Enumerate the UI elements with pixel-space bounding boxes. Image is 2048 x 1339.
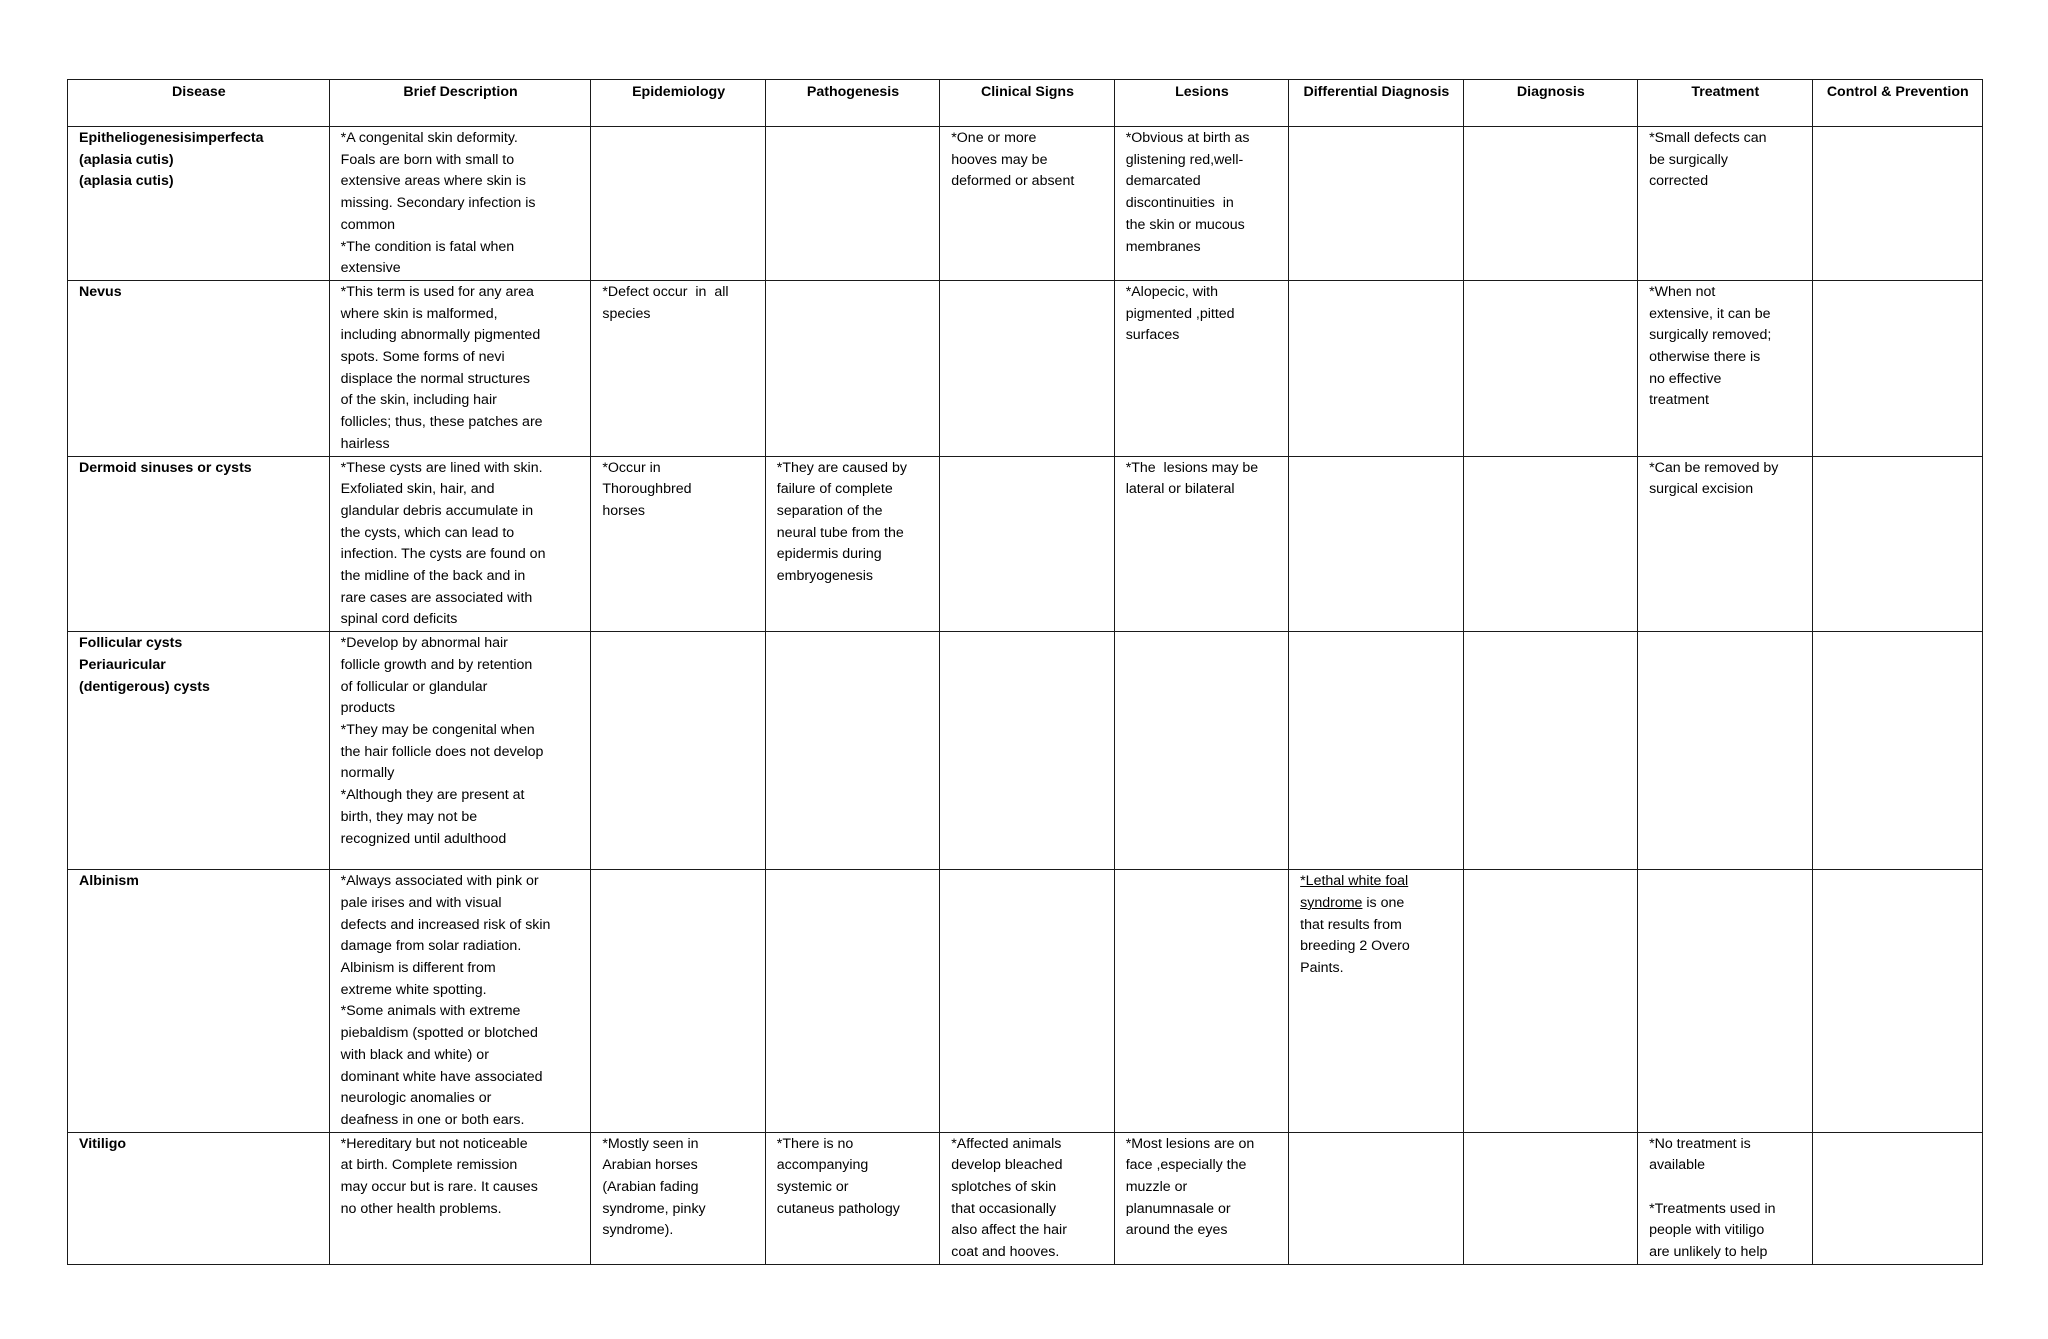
differential-diagnosis-cell — [1289, 280, 1463, 456]
cell-line: the cysts, which can lead to — [340, 524, 515, 541]
cell-line: surgical excision — [1649, 481, 1754, 498]
cell-line: products — [340, 700, 396, 717]
cell-line: *No treatment is — [1649, 1135, 1751, 1152]
cell-line: extensive — [340, 260, 401, 277]
treatment-cell — [1638, 870, 1812, 1132]
table-row — [68, 632, 1983, 870]
table-row — [68, 127, 1983, 281]
clinical-signs-cell — [940, 280, 1114, 456]
cell-line: the midline of the back and in — [340, 568, 526, 585]
cell-line: normally — [340, 765, 395, 782]
lesions-cell — [1114, 456, 1288, 632]
cell-line: *The lesions may be — [1125, 459, 1259, 476]
diagnosis-cell — [1463, 127, 1637, 281]
cell-line: *Some animals with extreme — [340, 1003, 521, 1020]
diagnosis-cell — [1463, 632, 1637, 870]
epidemiology-cell — [591, 870, 765, 1132]
disease-cell — [68, 870, 330, 1132]
header-clinical-signs: Clinical Signs — [940, 80, 1114, 127]
cell-line: rare cases are associated with — [340, 589, 533, 606]
differential-diagnosis-cell — [1289, 632, 1463, 870]
cell-line: extensive areas where skin is — [340, 173, 526, 190]
cell-line: no effective — [1649, 370, 1722, 387]
cell-line: membranes — [1125, 238, 1201, 255]
brief-description-cell — [329, 870, 591, 1132]
cell-line: recognized until adulthood — [340, 830, 507, 847]
table-row — [68, 870, 1983, 1132]
clinical-signs-cell — [940, 632, 1114, 870]
cell-line: deafness in one or both ears. — [340, 1111, 525, 1128]
cell-line: systemic or — [776, 1179, 849, 1196]
disease-cell — [68, 1132, 330, 1264]
cell-line: *Develop by abnormal hair — [340, 635, 508, 652]
diagnosis-cell — [1463, 870, 1637, 1132]
diagnosis-cell — [1463, 1132, 1637, 1264]
differential-diagnosis-cell — [1289, 1132, 1463, 1264]
cell-line: corrected — [1649, 173, 1709, 190]
cell-line: piebaldism (spotted or blotched — [340, 1025, 538, 1042]
cell-line: *One or more — [951, 130, 1037, 146]
cell-line: *They may be congenital when — [340, 721, 535, 738]
cell-line: around the eyes — [1125, 1222, 1228, 1239]
cell-line: discontinuities in — [1125, 195, 1234, 212]
cell-line: be surgically — [1649, 151, 1728, 168]
cell-line: neurologic anomalies or — [340, 1090, 492, 1107]
cell-line: *Small defects can — [1649, 130, 1767, 146]
cell-line: face ,especially the — [1125, 1157, 1247, 1174]
treatment-cell — [1638, 456, 1812, 632]
brief-description-cell — [329, 456, 591, 632]
header-treatment: Treatment — [1638, 80, 1812, 127]
cell-line: embryogenesis — [776, 568, 874, 585]
cell-line: the hair follicle does not develop — [340, 743, 544, 760]
epidemiology-cell — [591, 280, 765, 456]
cell-line: birth, they may not be — [340, 808, 478, 825]
header-pathogenesis: Pathogenesis — [765, 80, 939, 127]
lesions-cell — [1114, 632, 1288, 870]
header-differential-diagnosis: Differential Diagnosis — [1289, 80, 1463, 127]
cell-line: muzzle or — [1125, 1179, 1188, 1196]
cell-line: coat and hooves. — [951, 1244, 1060, 1261]
diagnosis-cell — [1463, 456, 1637, 632]
brief-description-cell — [329, 127, 591, 281]
syndrome-link[interactable]: syndrome — [1300, 894, 1363, 911]
cell-line: failure of complete — [776, 481, 893, 498]
cell-line: (aplasia cutis) — [79, 151, 174, 168]
diagnosis-cell — [1463, 280, 1637, 456]
cell-line: Paints. — [1300, 959, 1344, 976]
disease-cell — [68, 127, 330, 281]
differential-diagnosis-cell — [1289, 127, 1463, 281]
cell-line: that occasionally — [951, 1200, 1057, 1217]
cell-line: *There is no — [776, 1135, 854, 1152]
header-lesions: Lesions — [1114, 80, 1288, 127]
header-epidemiology: Epidemiology — [591, 80, 765, 127]
cell-line: separation of the — [776, 502, 883, 519]
cell-line: that results from — [1300, 916, 1402, 933]
cell-line: extensive, it can be — [1649, 305, 1771, 322]
lethal-white-foal-link[interactable]: *Lethal white foal — [1300, 873, 1409, 890]
epidemiology-cell — [591, 1132, 765, 1264]
cell-line: no other health problems. — [340, 1200, 502, 1217]
cell-line: Vitiligo — [79, 1135, 127, 1152]
disease-cell — [68, 632, 330, 870]
cell-line: *Treatments used in — [1649, 1200, 1776, 1217]
pathogenesis-cell — [765, 456, 939, 632]
cell-line: breeding 2 Overo — [1300, 938, 1410, 955]
cell-line: at birth. Complete remission — [340, 1157, 518, 1174]
cell-line: *When not — [1649, 283, 1716, 300]
brief-description-cell — [329, 632, 591, 870]
link-tail-text: is one — [1362, 894, 1405, 911]
cell-line: *Always associated with pink or — [340, 873, 539, 890]
pathogenesis-cell — [765, 127, 939, 281]
cell-line: cutaneus pathology — [776, 1200, 900, 1217]
cell-line: the skin or mucous — [1125, 216, 1245, 233]
clinical-signs-cell — [940, 870, 1114, 1132]
cell-line: glistening red,well- — [1125, 151, 1244, 168]
lesions-cell — [1114, 127, 1288, 281]
brief-description-cell — [329, 1132, 591, 1264]
disease-cell — [68, 456, 330, 632]
cell-line: *The condition is fatal when — [340, 238, 515, 255]
cell-line: displace the normal structures — [340, 370, 530, 387]
treatment-cell — [1638, 632, 1812, 870]
cell-line: develop bleached — [951, 1157, 1063, 1174]
cell-line: spinal cord deficits — [340, 611, 458, 628]
cell-line: Nevus — [79, 283, 122, 300]
cell-line: *Mostly seen in — [602, 1135, 699, 1152]
treatment-cell — [1638, 280, 1812, 456]
cell-line: lateral or bilateral — [1125, 481, 1235, 498]
cell-line: extreme white spotting. — [340, 981, 487, 998]
cell-line: *Affected animals — [951, 1135, 1062, 1152]
table-row — [68, 280, 1983, 456]
cell-line: common — [340, 216, 396, 233]
control-prevention-cell — [1812, 456, 1982, 632]
cell-line: also affect the hair — [951, 1222, 1067, 1239]
cell-line: planumnasale or — [1125, 1200, 1231, 1217]
control-prevention-cell — [1812, 1132, 1982, 1264]
pathogenesis-cell — [765, 870, 939, 1132]
lesions-cell — [1114, 870, 1288, 1132]
control-prevention-cell — [1812, 127, 1982, 281]
cell-line: horses — [602, 502, 645, 519]
cell-line: Albinism is different from — [340, 959, 496, 976]
disease-cell — [68, 280, 330, 456]
cell-line: syndrome). — [602, 1222, 674, 1239]
cell-line: follicles; thus, these patches are — [340, 414, 543, 431]
cell-line: available — [1649, 1157, 1706, 1174]
cell-line: (dentigerous) cysts — [79, 678, 210, 695]
cell-line: Thoroughbred — [602, 481, 692, 498]
table-row — [68, 1132, 1983, 1264]
header-brief-description: Brief Description — [329, 80, 591, 127]
cell-line: *A congenital skin deformity. — [340, 130, 518, 146]
clinical-signs-cell — [940, 456, 1114, 632]
cell-line: surfaces — [1125, 327, 1180, 344]
cell-line: *These cysts are lined with skin. — [340, 459, 543, 476]
cell-line: *They are caused by — [776, 459, 907, 476]
cell-line: *Obvious at birth as — [1125, 130, 1250, 146]
cell-line: *Alopecic, with — [1125, 283, 1218, 300]
cell-line: (Arabian fading — [602, 1179, 699, 1196]
cell-line: treatment — [1649, 392, 1709, 409]
cell-line: infection. The cysts are found on — [340, 546, 546, 563]
cell-line: damage from solar radiation. — [340, 938, 522, 955]
cell-line: spots. Some forms of nevi — [340, 349, 505, 366]
cell-line: dominant white have associated — [340, 1068, 543, 1085]
cell-line: *Although they are present at — [340, 787, 525, 804]
cell-line: hairless — [340, 435, 390, 452]
cell-line: defects and increased risk of skin — [340, 916, 551, 933]
cell-line: Foals are born with small to — [340, 151, 515, 168]
cell-line: of the skin, including hair — [340, 392, 497, 409]
cell-line: *Defect occur in all — [602, 283, 729, 300]
control-prevention-cell — [1812, 280, 1982, 456]
cell-line: glandular debris accumulate in — [340, 502, 534, 519]
cell-line: pale irises and with visual — [340, 894, 502, 911]
cell-line: Arabian horses — [602, 1157, 698, 1174]
cell-line: including abnormally pigmented — [340, 327, 541, 344]
cell-line: with black and white) or — [340, 1046, 489, 1063]
cell-line: of follicular or glandular — [340, 678, 488, 695]
control-prevention-cell — [1812, 870, 1982, 1132]
differential-diagnosis-cell — [1289, 456, 1463, 632]
disease-table — [67, 79, 1983, 1265]
header-diagnosis: Diagnosis — [1463, 80, 1637, 127]
cell-line: pigmented ,pitted — [1125, 305, 1235, 322]
header-control-prevention: Control & Prevention — [1812, 80, 1982, 127]
epidemiology-cell — [591, 632, 765, 870]
cell-line: *This term is used for any area — [340, 283, 534, 300]
cell-line: Albinism — [79, 873, 139, 890]
cell-line: accompanying — [776, 1157, 869, 1174]
control-prevention-cell — [1812, 632, 1982, 870]
pathogenesis-cell — [765, 280, 939, 456]
clinical-signs-cell — [940, 1132, 1114, 1264]
cell-line: otherwise there is — [1649, 349, 1761, 366]
treatment-cell — [1638, 127, 1812, 281]
clinical-signs-cell — [940, 127, 1114, 281]
cell-line: splotches of skin — [951, 1179, 1057, 1196]
table-body — [68, 127, 1983, 1265]
cell-line: missing. Secondary infection is — [340, 195, 536, 212]
cell-line: follicle growth and by retention — [340, 656, 533, 673]
cell-line: hooves may be — [951, 151, 1048, 168]
cell-line: people with vitiligo — [1649, 1222, 1765, 1239]
epidemiology-cell — [591, 456, 765, 632]
cell-line: (aplasia cutis) — [79, 173, 174, 190]
cell-line: Epitheliogenesisimperfecta — [79, 130, 264, 146]
header-row — [68, 80, 1983, 127]
cell-line: Periauricular — [79, 656, 166, 673]
cell-line: neural tube from the — [776, 524, 904, 541]
cell-line: Follicular cysts — [79, 635, 183, 652]
lesions-cell — [1114, 280, 1288, 456]
header-disease: Disease — [68, 80, 330, 127]
treatment-cell — [1638, 1132, 1812, 1264]
cell-line: species — [602, 305, 651, 322]
cell-line: Dermoid sinuses or cysts — [79, 459, 252, 476]
cell-line: Exfoliated skin, hair, and — [340, 481, 495, 498]
cell-line: *Occur in — [602, 459, 661, 476]
cell-line: demarcated — [1125, 173, 1201, 190]
pathogenesis-cell — [765, 1132, 939, 1264]
epidemiology-cell — [591, 127, 765, 281]
blank-line — [1649, 1177, 1801, 1199]
cell-line: are unlikely to help — [1649, 1244, 1768, 1261]
pathogenesis-cell — [765, 632, 939, 870]
brief-description-cell — [329, 280, 591, 456]
cell-line: epidermis during — [776, 546, 882, 563]
cell-line: *Hereditary but not noticeable — [340, 1135, 528, 1152]
cell-line: *Most lesions are on — [1125, 1135, 1255, 1152]
differential-diagnosis-cell — [1289, 870, 1463, 1132]
cell-line: syndrome, pinky — [602, 1200, 706, 1217]
cell-line: deformed or absent — [951, 173, 1075, 190]
cell-line: where skin is malformed, — [340, 305, 498, 322]
cell-line — [1300, 893, 1452, 915]
cell-line: may occur but is rare. It causes — [340, 1179, 538, 1196]
lesions-cell — [1114, 1132, 1288, 1264]
table-row — [68, 456, 1983, 632]
cell-line: surgically removed; — [1649, 327, 1772, 344]
cell-line: *Can be removed by — [1649, 459, 1779, 476]
